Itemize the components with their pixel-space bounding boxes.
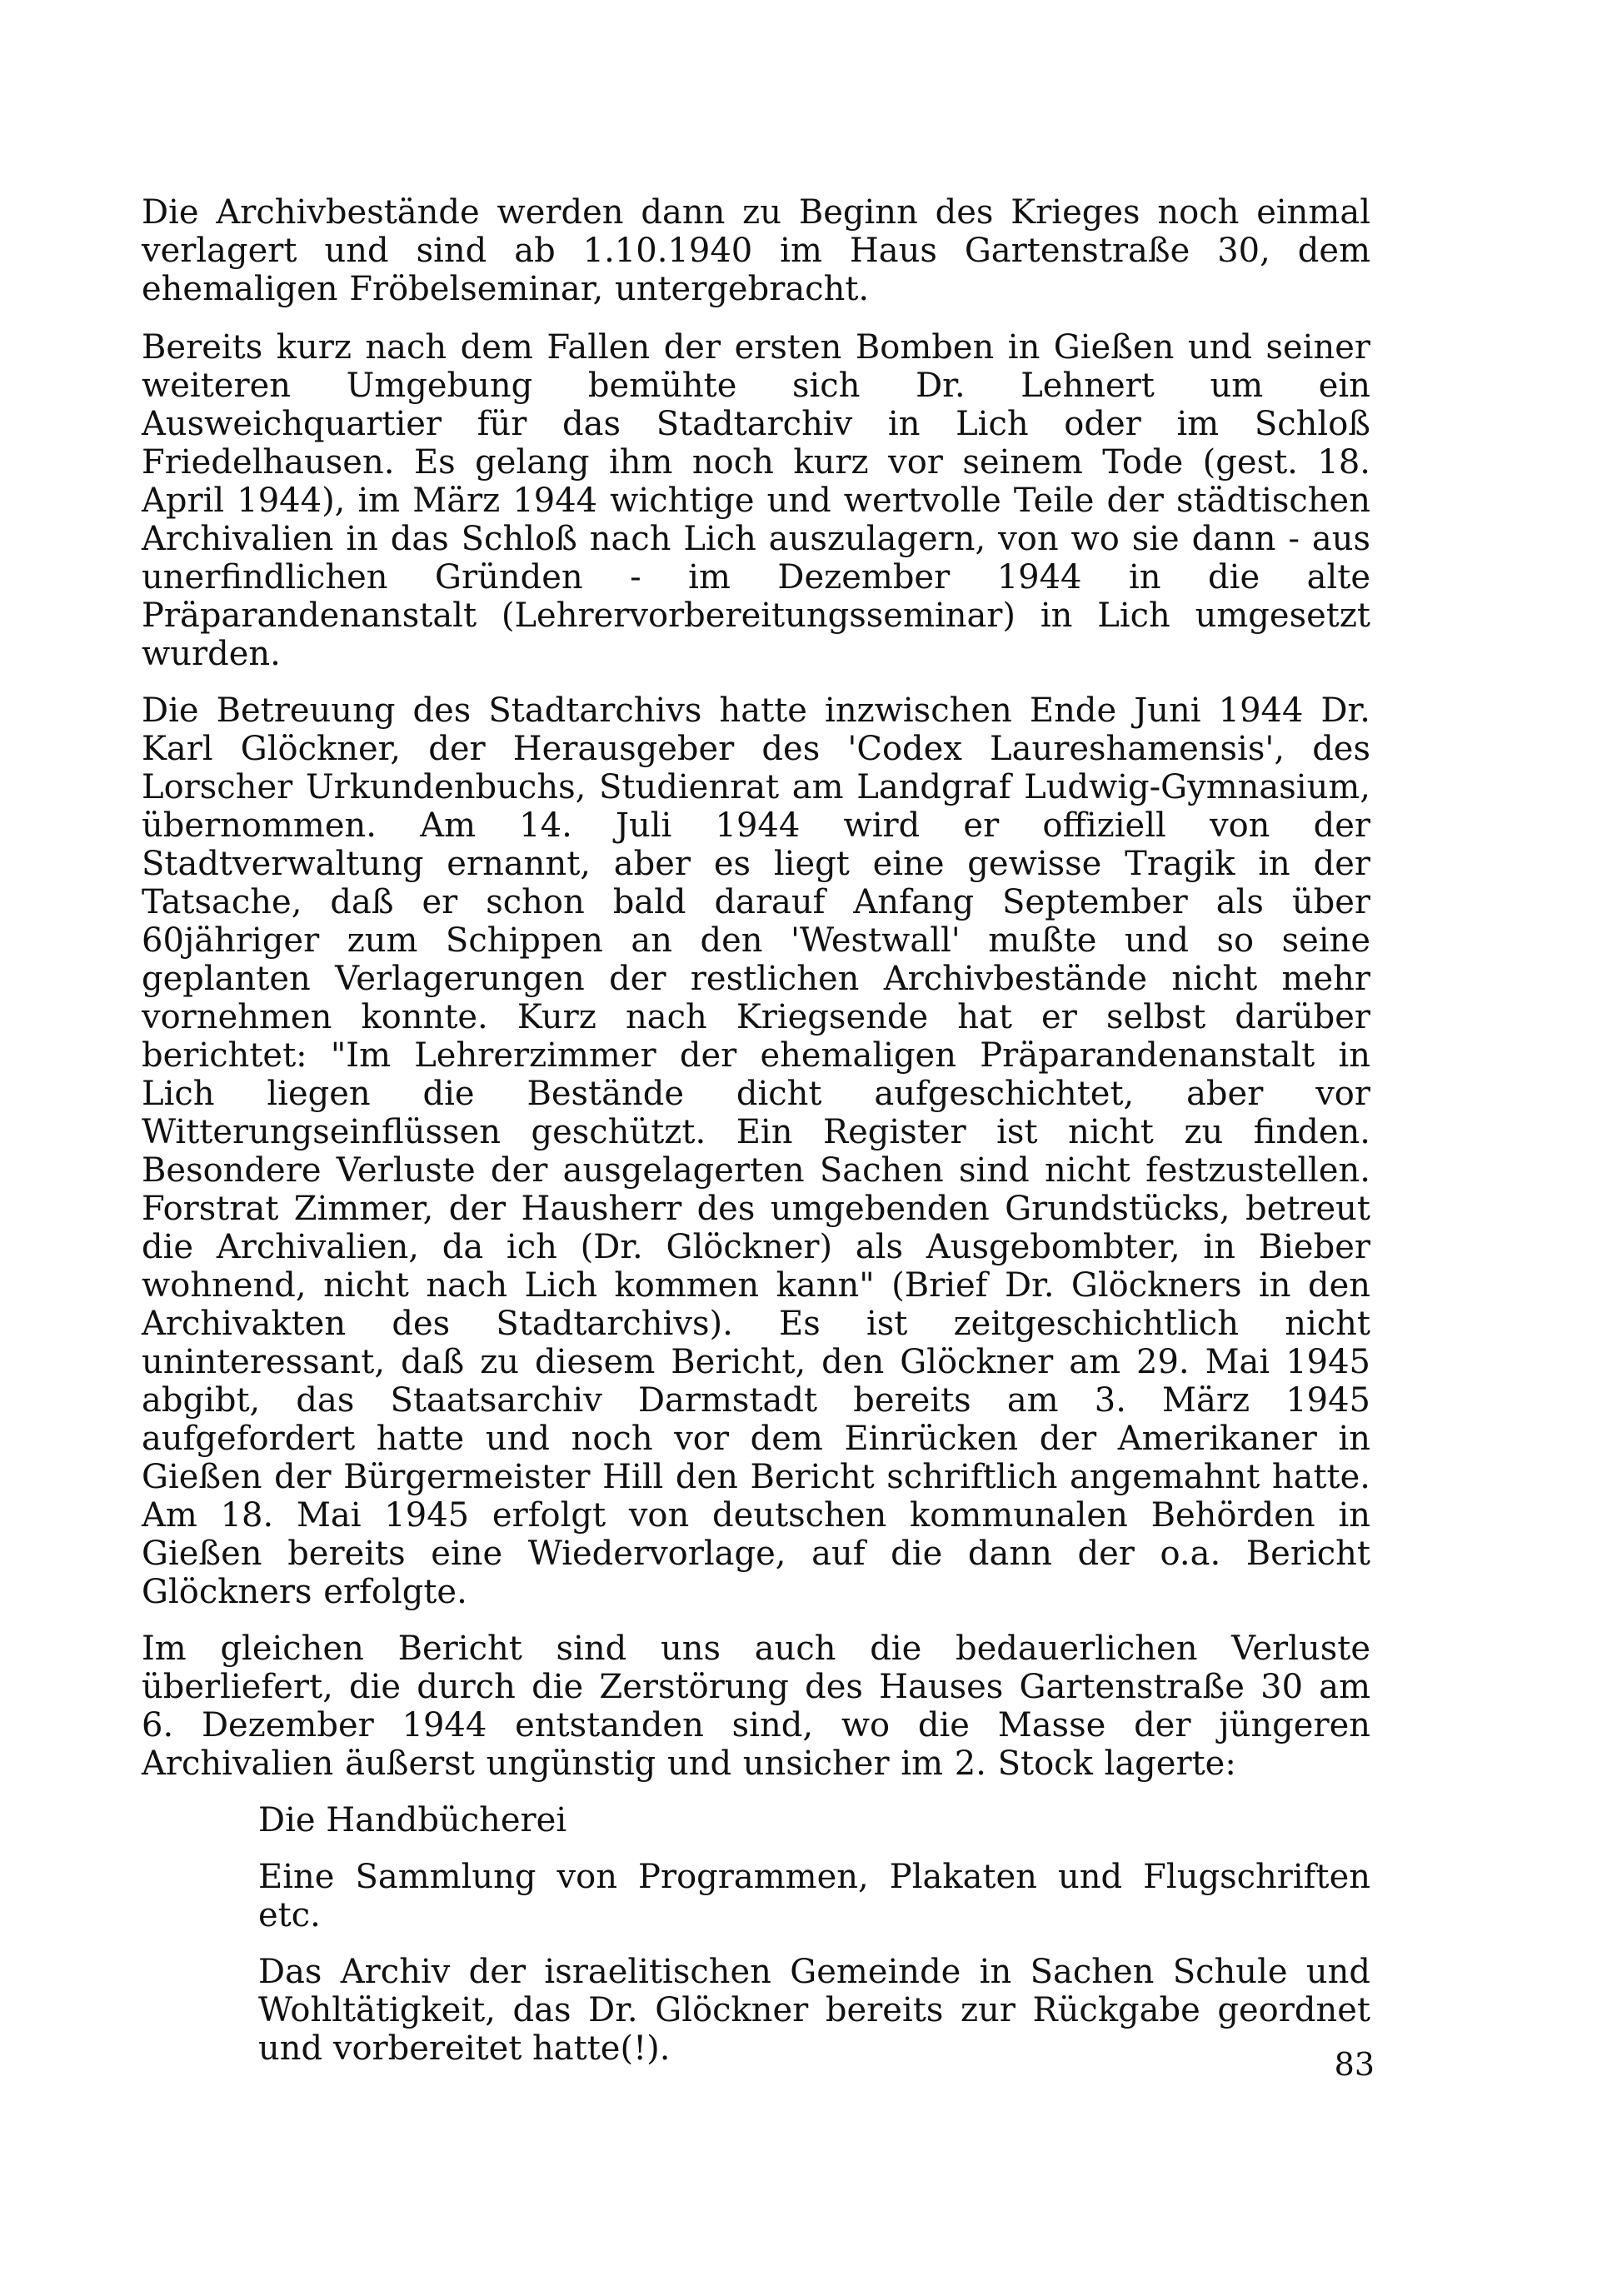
document-page xyxy=(142,193,1370,2086)
page-number: 83 xyxy=(1334,2046,1375,2083)
list-item: Das Archiv der israelitischen Gemeinde in Sachen Schule und Wohltätigkeit, das Dr. Glöckner bereits zur Rückgabe geordnet und vorbereitet hatte(!). xyxy=(258,1953,1370,2068)
paragraph-evacuation: Bereits kurz nach dem Fallen der ersten Bomben in Gießen und seiner weiteren Umgebung bemühte sich Dr. Lehnert um ein Ausweichquartier für das Stadtarchiv in Lich oder im Schloß Friedelhausen. Es gelang ihm noch kurz vor seinem Tode (gest. 18. April 1944), im März 1944 wichtige und wertvolle Teile der städtischen Archivalien in das Schloß nach Lich auszulagern, von wo sie dann - aus unerfindlichen Gründen - im Dezember 1944 in die alte Präparandenanstalt (Lehrervorbereitungsseminar) in Lich umgesetzt wurden. xyxy=(142,328,1370,673)
paragraph-gloeckner-report: Die Betreuung des Stadtarchivs hatte inzwischen Ende Juni 1944 Dr. Karl Glöckner, der Herausgeber des 'Codex Laureshamensis', des Lorscher Urkundenbuchs, Studienrat am Landgraf Ludwig-Gymnasium, übernommen. Am 14. Juli 1944 wird er offiziell von der Stadtverwaltung ernannt, aber es liegt eine gewisse Tragik in der Tatsache, daß er schon bald darauf Anfang September als über 60jähriger zum Schippen an den 'Westwall' mußte und so seine geplanten Verlagerungen der restlichen Archivbestände nicht mehr vornehmen konnte. Kurz nach Kriegsende hat er selbst darüber berichtet: "Im Lehrerzimmer der ehemaligen Präparandenanstalt in Lich liegen die Bestände dicht aufgeschichtet, aber vor Witterungseinflüssen geschützt. Ein Register ist nicht zu finden. Besondere Verluste der ausgelagerten Sachen sind nicht festzustellen. Forstrat Zimmer, der Hausherr des umgebenden Grundstücks, betreut die Archivalien, da ich (Dr. Glöckner) als Ausgebombter, in Bieber wohnend, nicht nach Lich kommen kann" (Brief Dr. Glöckners in den Archivakten des Stadtarchivs). Es ist zeitgeschichtlich nicht uninteressant, daß zu diesem Bericht, den Glöckner am 29. Mai 1945 abgibt, das Staatsarchiv Darmstadt bereits am 3. März 1945 aufgefordert hatte und noch vor dem Einrücken der Amerikaner in Gießen der Bürgermeister Hill den Bericht schriftlich angemahnt hatte. Am 18. Mai 1945 erfolgt von deutschen kommunalen Behörden in Gießen bereits eine Wiedervorlage, auf die dann der o.a. Bericht Glöckners erfolgte. xyxy=(142,691,1370,1611)
list-item: Eine Sammlung von Programmen, Plakaten und Flugschriften etc. xyxy=(258,1858,1370,1934)
list-item: Die Handbücherei xyxy=(258,1801,567,1839)
paragraph-archive-relocation: Die Archivbestände werden dann zu Beginn des Krieges noch einmal verlagert und sind ab 1.10.1940 im Haus Gartenstraße 30, dem ehemaligen Fröbelseminar, untergebracht. xyxy=(142,193,1370,308)
paragraph-losses: Im gleichen Bericht sind uns auch die bedauerlichen Verluste überliefert, die durch die Zerstörung des Hauses Gartenstraße 30 am 6. Dezember 1944 entstanden sind, wo die Masse der jüngeren Archivalien äußerst ungünstig und unsicher im 2. Stock lagerte: xyxy=(142,1630,1370,1783)
losses-list xyxy=(142,1801,1370,2068)
